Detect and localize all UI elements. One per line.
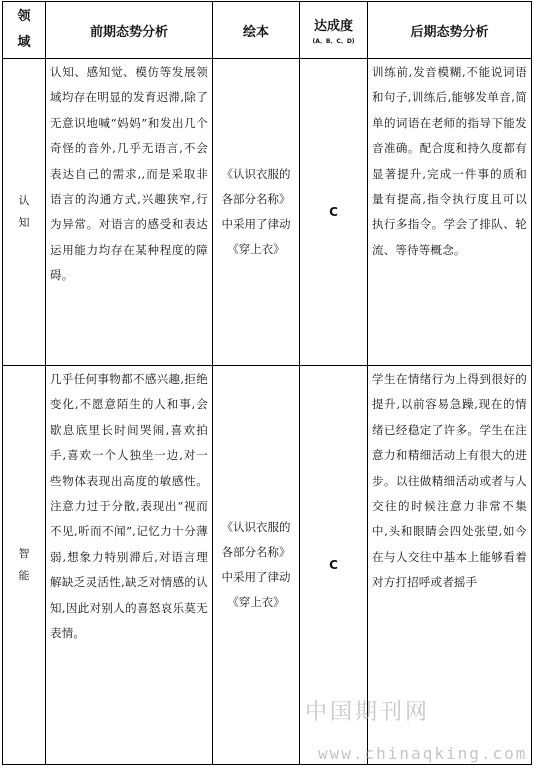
header-achievement	[300, 2, 368, 59]
achievement-cell: C	[300, 366, 368, 765]
header-pre-analysis: 前期态势分析	[46, 2, 213, 59]
header-domain	[3, 2, 46, 59]
pre-analysis-cell: 认知、感知觉、模仿等发展领域均存在明显的发育迟滞,除了无意识地喊“妈妈”和发出几个奇怪的音外,几乎无语言,不会表达自己的需求,,而是采取非语言的沟通方式,兴趣狭窄,行为异常。对语言的感受和表达运用能力均存在某种程度的障碍。	[46, 59, 213, 366]
analysis-table	[2, 1, 532, 765]
header-domain-label: 领域	[17, 9, 31, 50]
header-picture-book: 绘本	[213, 2, 300, 59]
domain-label: 智能	[18, 547, 30, 582]
pre-analysis-cell: 几乎任何事物都不感兴趣,拒绝变化,不愿意陌生的人和事,会歇息底里长时间哭闹,喜欢拍手,喜欢一个人独坐一边,对一些物体表现出高度的敏感性。注意力过于分散,表现出“视而不见,听而不闻”,记忆力十分薄弱,想象力特别滞后,对语言理解缺乏灵活性,缺乏对情感的认知,因此对别人的喜怒哀乐莫无表情。	[46, 366, 213, 765]
achievement-cell: C	[300, 59, 368, 366]
watermark-url: www.chinaqking.com	[318, 744, 528, 763]
domain-cell	[3, 59, 46, 366]
domain-cell	[3, 366, 46, 765]
header-achievement-scale: (A、B、C、D)	[312, 38, 355, 45]
header-row	[3, 2, 532, 59]
post-analysis-cell: 学生在情绪行为上得到很好的提升,以前容易急躁,现在的情绪已经稳定了许多。学生在注意力和精细活动上有很大的进步。以往做精细活动或者与人交往的时候注意力非常不集中,头和眼睛会四处张望,如今在与人交往中基本上能够看着对方打招呼或者摇手	[368, 366, 532, 765]
header-achievement-label: 达成度	[313, 19, 353, 34]
domain-label: 认知	[18, 194, 30, 229]
post-analysis-cell: 训练前,发音模糊,不能说词语和句子,训练后,能够发单音,简单的词语在老师的指导下能发音准确。配合度和持久度都有显著提升,完成一件事的质和量有提高,指令执行度且可以执行多指令。学会了排队、轮流、等待等概念。	[368, 59, 532, 366]
header-post-analysis: 后期态势分析	[368, 2, 532, 59]
table-row-cognition	[3, 59, 532, 366]
picture-book-cell: 《认识衣服的各部分名称》中采用了律动《穿上衣》	[213, 59, 300, 366]
picture-book-cell: 《认识衣服的各部分名称》中采用了律动《穿上衣》	[213, 366, 300, 765]
table-row-intelligence	[3, 366, 532, 765]
watermark-site-name: 中国期刊网	[305, 700, 431, 725]
